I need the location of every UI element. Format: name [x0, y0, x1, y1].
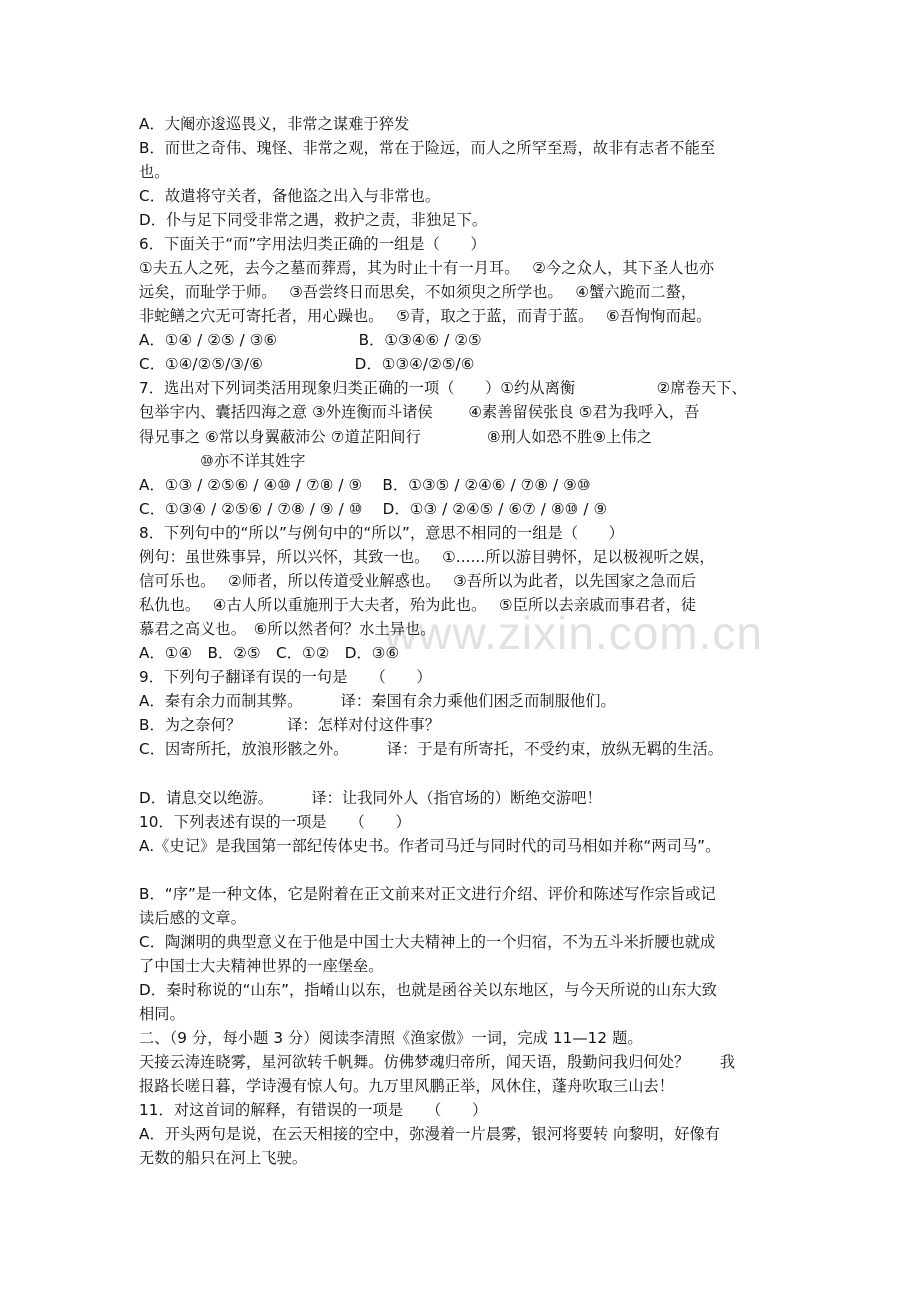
- option-line: C．①④/②⑤/③/⑥ D．①③④/②⑤/⑥: [139, 355, 475, 373]
- text-line: 例句：虽世殊事异，所以兴怀，其致一也。 ①......所以游目骋怀，足以极视听之娱，: [139, 548, 715, 566]
- option-line: D．秦时称说的“山东”，指崤山以东，也就是函谷关以东地区，与今天所说的山东大致: [139, 981, 718, 999]
- poem-line: 报路长嗟日暮，学诗漫有惊人句。九万里风鹏正举，风休住，蓬舟吹取三山去！: [139, 1077, 675, 1095]
- option-line: B．为之奈何？ 译：怎样对付这件事？: [139, 716, 440, 734]
- option-line: A．①④ B．②⑤ C．①② D．③⑥: [139, 644, 400, 662]
- option-line: C．因寄所托，放浪形骸之外。 译：于是有所寄托，不受约束，放纵无羁的生活。: [139, 740, 724, 758]
- option-line: A．①④ / ②⑤ / ③⑥ B．①③④⑥ / ②⑤: [139, 331, 482, 349]
- text-line: 读后感的文章。: [139, 909, 247, 927]
- text-line: 相同。: [139, 1005, 185, 1023]
- text-line: 慕君之高义也。 ⑥所以然者何？水土异也。: [139, 620, 436, 638]
- question-9: 9．下列句子翻译有误的一句是 （ ）: [139, 668, 432, 686]
- option-line: D．仆与足下同受非常之遇，救护之责，非独足下。: [139, 211, 488, 229]
- text-line: ①夫五人之死，去今之墓而葬焉，其为时止十有一月耳。 ②今之众人，其下圣人也亦: [139, 259, 715, 277]
- question-6: 6．下面关于“而”字用法归类正确的一组是（ ）: [139, 235, 486, 253]
- text-line: 无数的船只在河上飞驶。: [139, 1149, 308, 1167]
- option-line: D．请息交以绝游。 译：让我同外人（指官场的）断绝交游吧！: [139, 789, 602, 807]
- option-line: B．“序”是一种文体，它是附着在正文前来对正文进行介绍、评价和陈述写作宗旨或记: [139, 885, 716, 903]
- poem-line: 天接云涛连晓雾，星河欲转千帆舞。仿佛梦魂归帝所，闻天语，殷勤问我归何处？ 我: [139, 1053, 736, 1071]
- watermark: www.zixin.com.cn: [384, 607, 763, 659]
- option-line: A.《史记》是我国第一部纪传体史书。作者司马迁与同时代的司马相如并称“两司马”。: [139, 837, 721, 855]
- text-line: 远矣，而耻学于师。 ③吾尝终日而思矣，不如须臾之所学也。 ④蟹六跪而二螯，: [139, 283, 697, 301]
- option-line: C．故遣将守关者，备他盗之出入与非常也。: [139, 187, 441, 205]
- question-7: 7．选出对下列词类活用现象归类正确的一项（ ）①约从离衡 ②席卷天下、: [139, 379, 747, 397]
- text-line: 得兄事之 ⑥常以身翼蔽沛公 ⑦道芷阳间行 ⑧刑人如恐不胜⑨上伟之: [139, 428, 652, 446]
- option-line: C．①③④ / ②⑤⑥ / ⑦⑧ / ⑨ / ⑩ D．①③ / ②④⑤ / ⑥⑦ / ⑧⑩ / ⑨: [139, 500, 608, 518]
- question-8: 8．下列句中的“所以”与例句中的“所以”，意思不相同的一组是（ ）: [139, 524, 624, 542]
- text-line: ⑩亦不详其姓字: [139, 452, 306, 470]
- text-line: 信可乐也。 ②师者，所以传道受业解惑也。 ③吾所以为此者，以先国家之急而后: [139, 572, 697, 590]
- question-10: 10．下列表述有误的一项是 （ ）: [139, 813, 411, 831]
- option-line: A．大阉亦逡巡畏义，非常之谋难于猝发: [139, 115, 410, 133]
- option-line: B．而世之奇伟、瑰怪、非常之观，常在于险远，而人之所罕至焉，故非有志者不能至: [139, 139, 716, 157]
- text-line: 了中国士大夫精神世界的一座堡垒。: [139, 957, 384, 975]
- option-line: A．秦有余力而制其弊。 译：秦国有余力乘他们困乏而制服他们。: [139, 692, 616, 710]
- text-line: 包举宇内、囊括四海之意 ③外连衡而斗诸侯 ④素善留侯张良 ⑤君为我呼入，吾: [139, 403, 700, 421]
- option-line: C．陶渊明的典型意义在于他是中国士大夫精神上的一个归宿，不为五斗米折腰也就成: [139, 933, 716, 951]
- option-line: A．①③ / ②⑤⑥ / ④⑩ / ⑦⑧ / ⑨ B．①③⑤ / ②④⑥ / ⑦⑧ / ⑨⑩: [139, 476, 591, 494]
- text-line: 也。: [139, 163, 170, 181]
- section-heading: 二、（9 分，每小题 3 分）阅读李清照《渔家傲》一词，完成 11—12 题。: [139, 1029, 643, 1047]
- option-line: A．开头两句是说，在云天相接的空中，弥漫着一片晨雾，银河将要转 向黎明，好像有: [139, 1125, 721, 1143]
- question-11: 11．对这首词的解释，有错误的一项是 （ ）: [139, 1101, 488, 1119]
- text-line: 非蛇鳝之穴无可寄托者，用心躁也。 ⑤青，取之于蓝，而青于蓝。 ⑥吾恂恂而起。: [139, 307, 712, 325]
- text-line: 私仇也。 ④古人所以重施刑于大夫者，殆为此也。 ⑤臣所以去亲戚而事君者，徒: [139, 596, 697, 614]
